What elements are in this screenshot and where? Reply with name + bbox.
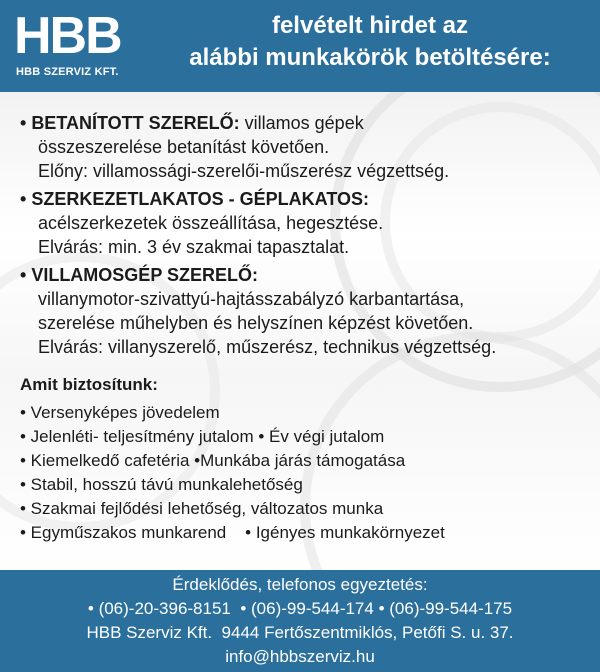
job-1-title-line — [20, 112, 364, 134]
benefit-item: • Szakmai fejlődési lehetőség, változatos munka — [20, 499, 384, 518]
job-1-desc-2: összeszerelése betanítást követően. — [38, 137, 330, 157]
job-2-desc-2: Elvárás: min. 3 év szakmai tapasztalat. — [38, 237, 350, 257]
job-1-desc-1: villamos gépek — [239, 113, 364, 133]
job-3-desc-2: szerelése műhelyben és helyszínen képzést követően. — [38, 313, 474, 333]
headline — [150, 10, 590, 74]
benefit-item: • Jelenléti- teljesítmény jutalom • Év végi jutalom — [20, 427, 385, 446]
job-1-title: BETANÍTOTT SZERELŐ: — [31, 113, 240, 133]
benefit-item: • Stabil, hosszú távú munkalehetőség — [20, 475, 303, 494]
company-address: HBB Szerviz Kft. 9444 Fertőszentmiklós, Petőfi S. u. 37. — [86, 623, 514, 642]
phone-numbers[interactable]: • (06)-20-396-8151 • (06)-99-544-174 • (06)-99-544-175 — [87, 599, 513, 618]
benefit-item: • Kiemelkedő cafetéria •Munkába járás támogatása — [20, 451, 406, 470]
job-1-desc-3: Előny: villamossági-szerelői-műszerész végzettség. — [38, 161, 450, 181]
headline-line-1: felvételt hirdet az — [271, 12, 469, 39]
job-3-desc-3: Elvárás: villanyszerelő, műszerész, technikus végzettség. — [38, 337, 497, 357]
header-banner — [0, 0, 600, 92]
job-2-desc-1: acélszerkezetek összeállítása, hegesztése. — [38, 213, 384, 233]
job-3-title: VILLAMOSGÉP SZERELŐ: — [31, 265, 258, 285]
benefits-heading: Amit biztosítunk: — [20, 375, 158, 394]
job-3-desc-1: villanymotor-szivattyú-hajtásszabályzó karbantartása, — [38, 289, 465, 309]
job-3-title-line — [20, 264, 258, 286]
logo-subtitle: HBB SZERVIZ KFT. — [16, 66, 119, 78]
benefit-item: • Egyműszakos munkarend • Igényes munkakörnyezet — [20, 523, 445, 542]
email-link[interactable]: info@hbbszerviz.hu — [225, 647, 375, 666]
bullet-icon: • — [20, 189, 32, 209]
logo-letters: HBB — [14, 7, 121, 65]
hbb-logo — [14, 8, 134, 84]
bullet-icon: • — [20, 113, 32, 133]
bullet-icon: • — [20, 265, 32, 285]
headline-line-2: alábbi munkakörök betöltésére: — [189, 44, 551, 71]
benefit-item: • Versenyképes jövedelem — [20, 403, 220, 422]
contact-footer — [0, 570, 600, 672]
job-2-title-line — [20, 188, 369, 210]
contact-heading: Érdeklődés, telefonos egyeztetés: — [172, 575, 428, 594]
job-2-title: SZERKEZETLAKATOS - GÉPLAKATOS: — [31, 189, 369, 209]
content-area — [0, 92, 600, 570]
